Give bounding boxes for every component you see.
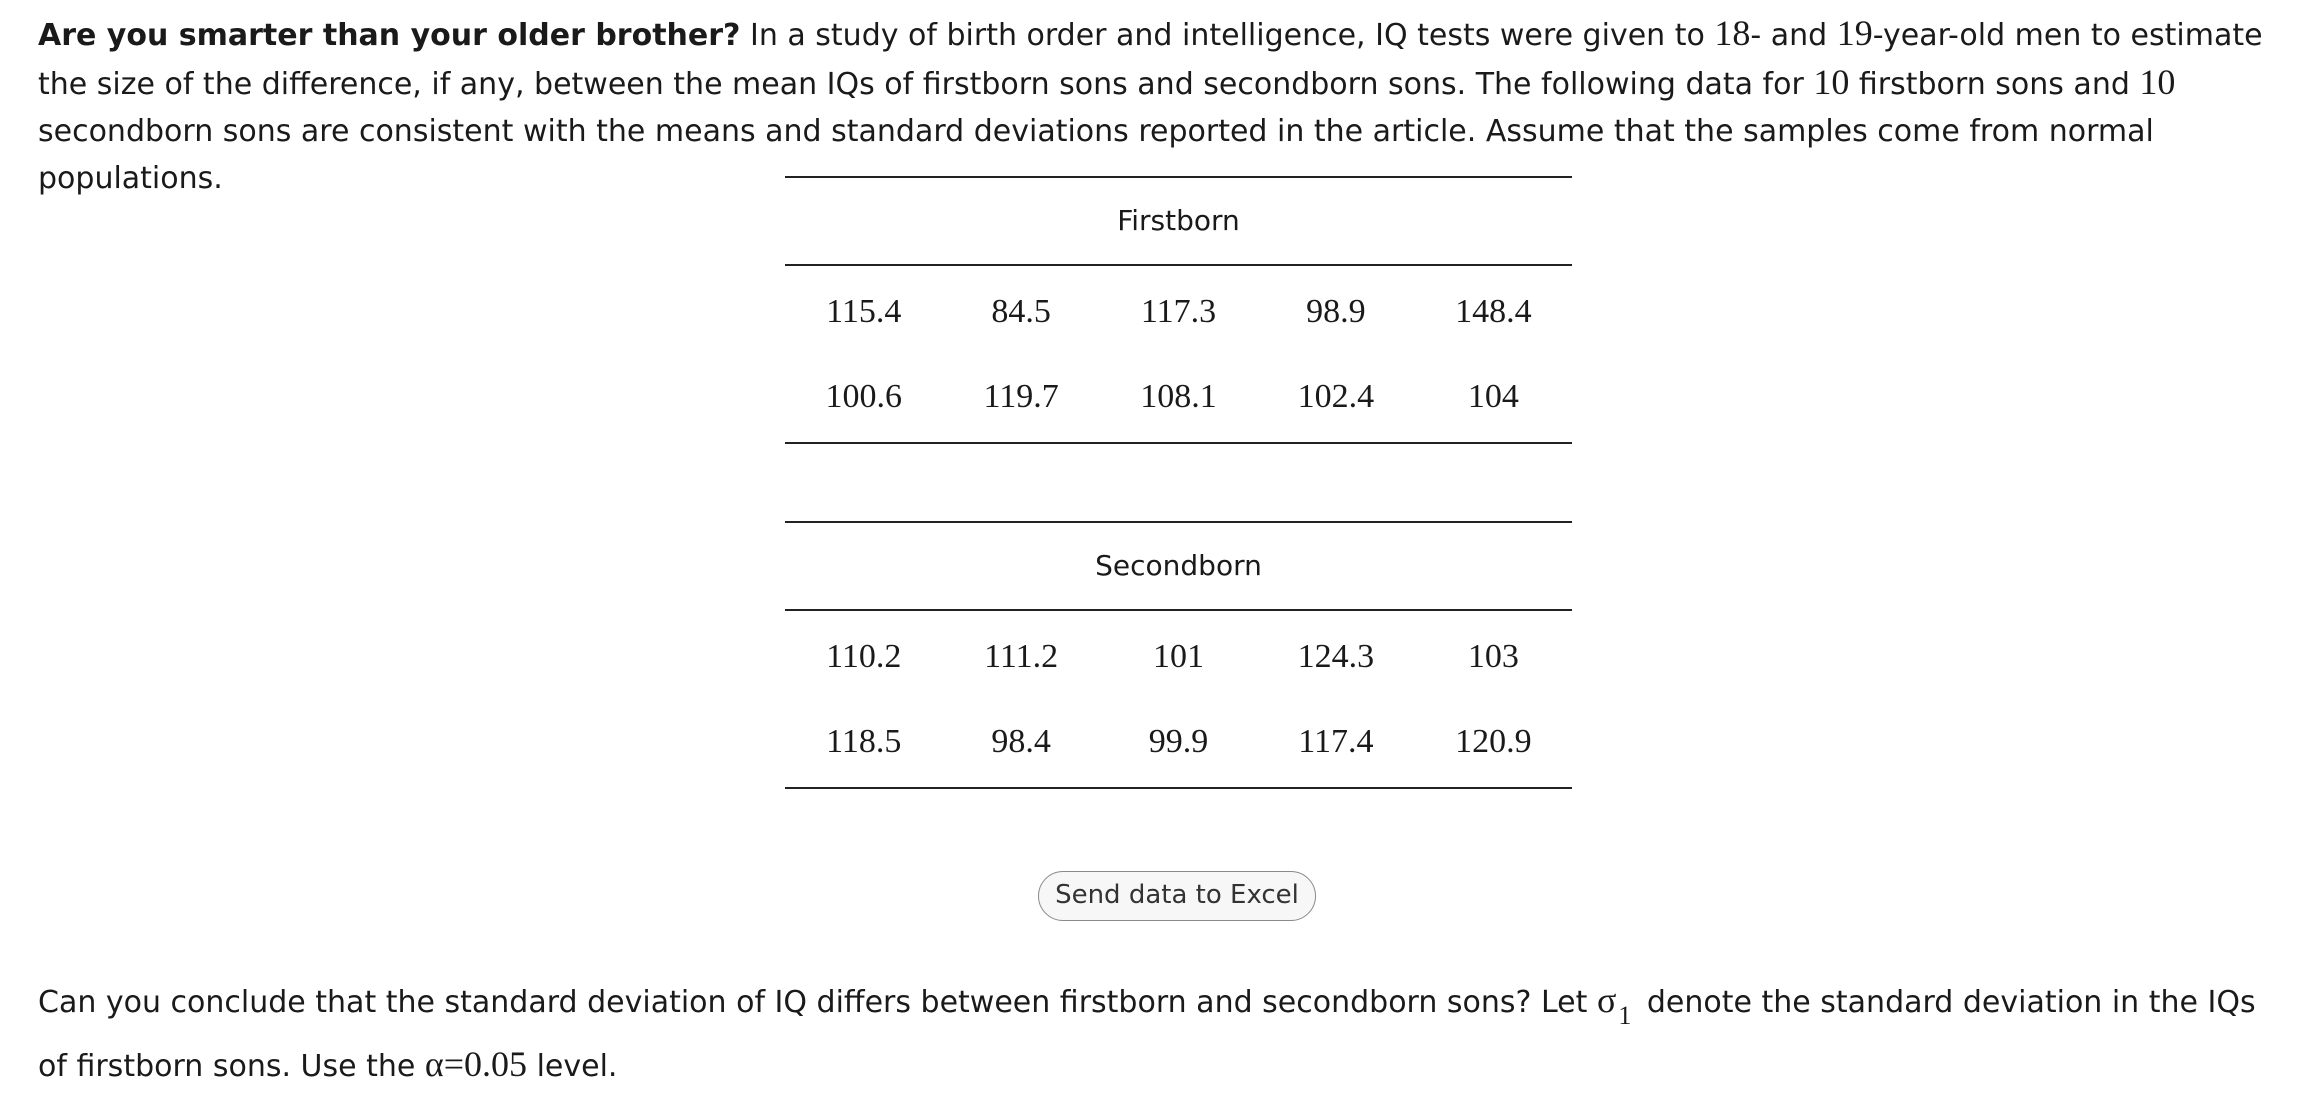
table-cell: 101 — [1153, 637, 1205, 675]
table-cell: 99.9 — [1148, 722, 1209, 760]
table-cell: 84.5 — [991, 292, 1051, 330]
sigma-subscript: 1 — [1618, 1001, 1632, 1030]
table-cell: 148.4 — [1455, 292, 1532, 330]
table-cell: 100.6 — [825, 377, 902, 415]
table-rule — [785, 442, 1572, 444]
table-caption: Secondborn — [1095, 549, 1262, 582]
alpha-level: α=0.05 — [424, 1044, 528, 1084]
table-rule — [785, 609, 1572, 611]
table-row — [785, 269, 1572, 354]
secondborn-count: 10 — [2139, 62, 2176, 102]
table-cell: 115.4 — [826, 292, 902, 330]
table-cell: 124.3 — [1297, 637, 1375, 675]
intro-text: - and — [1750, 18, 1837, 53]
table-cell: 119.7 — [983, 377, 1059, 415]
table-cell: 103 — [1467, 637, 1519, 675]
problem-title: Are you smarter than your older brother? — [38, 18, 741, 53]
table-cell: 118.5 — [826, 722, 902, 760]
age-18: 18 — [1714, 13, 1751, 53]
table-row — [785, 699, 1572, 784]
intro-text: In a study of birth order and intelligence, IQ tests were given to — [740, 18, 1715, 53]
table-row — [785, 614, 1572, 699]
table-cell: 104 — [1467, 377, 1519, 415]
question-text-part: level. — [527, 1049, 618, 1084]
table-cell: 98.9 — [1306, 292, 1366, 330]
question-text — [38, 970, 2288, 1097]
table-cell: 117.4 — [1298, 722, 1374, 760]
table-cell: 120.9 — [1455, 722, 1532, 760]
table-cell: 110.2 — [826, 637, 902, 675]
table-cell: 102.4 — [1297, 377, 1375, 415]
age-19: 19 — [1836, 13, 1873, 53]
intro-text: secondborn sons are consistent with the means and standard deviations reported in the article. Assume that the samples come from normal populations. — [38, 114, 2154, 196]
firstborn-count: 10 — [1813, 62, 1850, 102]
table-row — [785, 354, 1572, 439]
table-caption: Firstborn — [1117, 204, 1240, 237]
question-text-part: Can you conclude that the standard deviation of IQ differs between firstborn and secondborn sons? Let — [38, 985, 1597, 1020]
send-to-excel-button[interactable]: Send data to Excel — [1038, 871, 1316, 921]
intro-text: firstborn sons and — [1849, 67, 2140, 102]
table-cell: 111.2 — [984, 637, 1059, 675]
table-rule — [785, 787, 1572, 789]
sigma-symbol: σ — [1596, 980, 1617, 1020]
question-text-part: denote the standard deviation in the IQs of firstborn sons. Use the — [38, 985, 2256, 1084]
table-cell: 98.4 — [991, 722, 1051, 760]
table-rule — [785, 264, 1572, 266]
firstborn-table — [785, 176, 1572, 444]
intro-text: -year-old men to estimate the size of the difference, if any, between the mean IQs of firstborn sons and secondborn sons. The following data for — [38, 18, 2263, 102]
secondborn-table — [785, 521, 1572, 789]
table-cell: 117.3 — [1140, 292, 1217, 330]
problem-intro — [38, 10, 2288, 202]
table-cell: 108.1 — [1140, 377, 1217, 415]
